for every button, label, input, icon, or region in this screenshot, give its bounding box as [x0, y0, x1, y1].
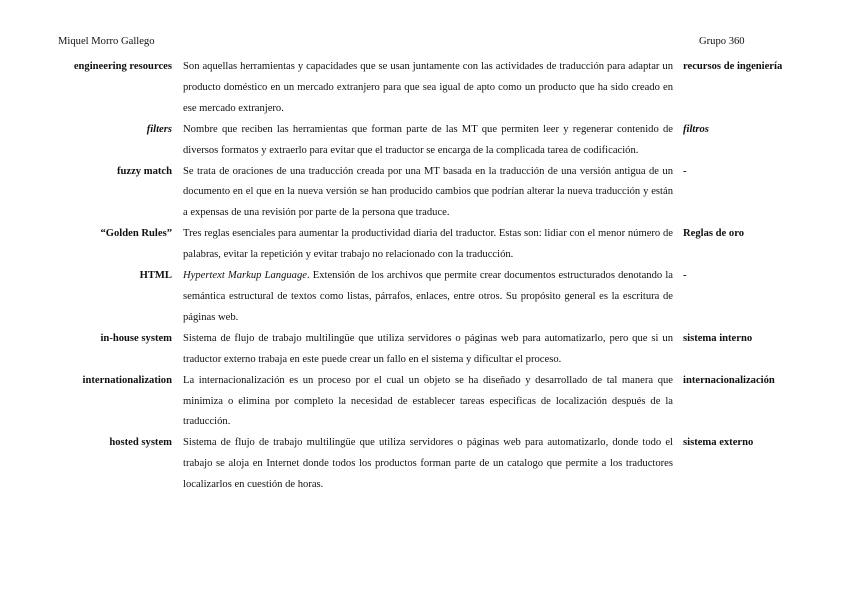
translation: Reglas de oro — [683, 228, 745, 240]
translation: filtros — [683, 123, 709, 135]
definition: Nombre que reciben las herramientas que forman parte de las MT que permiten leer y regenerar contenido de diversos formatos y extraerlo para evitar que el traductor se encarga de la complicada tarea de codificación. — [183, 123, 673, 156]
term: engineering resources — [73, 61, 172, 72]
definition: Sistema de flujo de trabajo multilingüe que utiliza servidores o páginas web para automatizarlo, donde todo el trabajo se aloja en Internet donde todos los productos forman parte de un catalogo que permite a los traductores localizarlos en cuestión de horas. — [183, 437, 673, 491]
definition: Sistema de flujo de trabajo multilingüe que utiliza servidores o páginas web para automatizarlo, pero que si un traductor externo trabaja en este puede crear un fallo en el sistema y dificultar el proceso. — [183, 332, 673, 365]
term: filters — [146, 123, 172, 135]
translation: internacionalización — [683, 374, 775, 386]
glossary-table — [0, 57, 848, 496]
glossary-row — [0, 371, 848, 434]
definition: La internacionalización es un proceso por el cual un objeto se ha diseñado y desarrollado de tal manera que minimiza o elimina por completo la necesidad de establecer tareas especificas de localización después de la traducción. — [183, 374, 673, 428]
definition: Tres reglas esenciales para aumentar la productividad diaria del traductor. Estas son: lidiar con el menor número de palabras, evitar la repetición y evitar trabajo no relacionado con la traducción. — [183, 228, 673, 261]
definition: Son aquellas herramientas y capacidades que se usan juntamente con las actividades de traducción para adaptar un producto doméstico en un mercado extranjero para que sea igual de apto como un producto que ha sido creado en ese mercado extranjero. — [183, 61, 673, 114]
definition — [183, 266, 673, 329]
term: HTML — [139, 270, 172, 282]
glossary-row — [0, 266, 848, 329]
translation: - — [683, 270, 687, 282]
group-label: Grupo 360 — [699, 36, 745, 47]
glossary-row — [0, 224, 848, 266]
glossary-row — [0, 120, 848, 162]
definition-italic: Hypertext Markup Language — [183, 270, 307, 282]
term: in-house system — [100, 332, 172, 344]
author-name: Miquel Morro Gallego — [58, 36, 155, 47]
term: internationalization — [82, 374, 172, 386]
glossary-row — [0, 162, 848, 225]
glossary-row — [0, 433, 848, 496]
translation: sistema externo — [683, 437, 754, 449]
term: “Golden Rules” — [100, 228, 172, 240]
term: hosted system — [109, 437, 172, 449]
glossary-row — [0, 329, 848, 371]
glossary-row — [0, 57, 848, 120]
translation: recursos de ingeniería — [683, 61, 783, 72]
definition-text: . Extensión de los archivos que permite crear documentos estructurados denotando la semántica estructural de textos como listas, párrafos, enlaces, entre otros. Su propósito general es la escritura de páginas web. — [183, 270, 673, 323]
translation: sistema interno — [683, 332, 753, 344]
definition: Se trata de oraciones de una traducción creada por una MT basada en la traducción de una versión antigua de un documento en el que en la nueva versión se han producido cambios que podrían alterar la nueva traducción y están a expensas de una revisión por parte de la persona que traduce. — [183, 165, 673, 219]
term: fuzzy match — [116, 165, 172, 177]
translation: - — [683, 165, 687, 177]
